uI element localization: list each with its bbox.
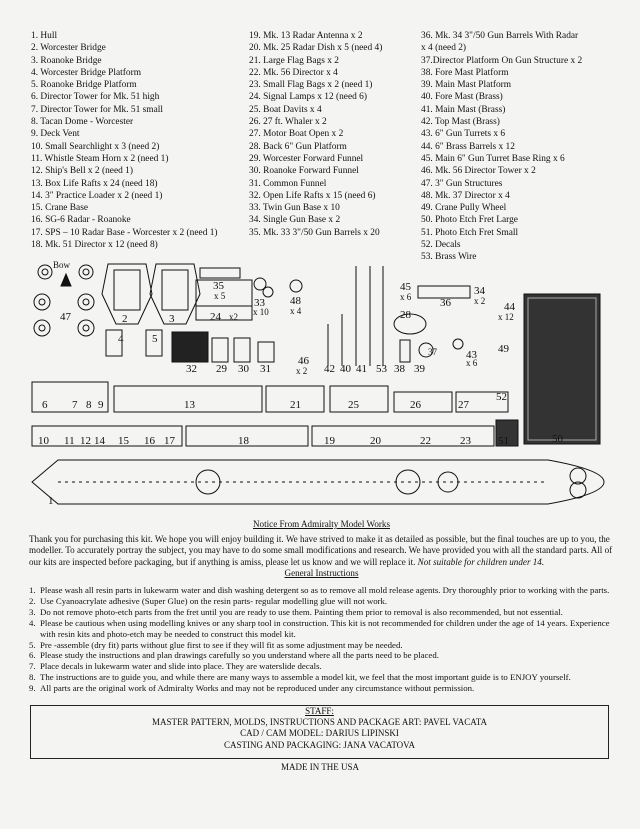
part-list-item: 4. Worcester Bridge Platform [31,67,141,78]
label-35-count: x 5 [214,291,226,301]
label-44-count: x 12 [498,312,514,322]
part-list-item: 46. Mk. 56 Director Tower x 2 [421,166,536,177]
label-24-count: x2 [229,312,238,322]
label-31: 31 [260,363,271,375]
part-list-item: 5. Roanoke Bridge Platform [31,80,137,91]
parts-diagram [28,254,610,516]
label-28: 28 [400,309,411,321]
label-43-count: x 6 [466,358,478,368]
part-list-item: 39. Main Mast Platform [421,80,512,91]
instruction-item [29,650,614,661]
parts-list-column-3 [421,30,633,264]
label-46-count: x 2 [296,366,308,376]
part-list-item: 53. Brass Wire [421,252,477,263]
notice-body-text: Thank you for purchasing this kit. We hope you will enjoy building it. We have strived to make it as detailed as possible, but the final touches are up to you, the modeller. To accurately portray the subject, you may have to do some small modifications and research. We have provided you with all the standard parts. All of our kits are inspected before packaging, but if anything is amiss, please let us know and we will replace it. [29,534,613,567]
label-42: 42 [324,363,335,375]
label-21: 21 [290,399,301,411]
label-11: 11 [64,435,75,447]
notice-body [29,534,614,568]
label-33-count: x 10 [253,307,269,317]
part-list-item: 32. Open Life Rafts x 15 (need 6) [249,190,376,201]
instruction-item [29,607,614,618]
label-47: 47 [60,311,71,323]
part-list-item: 36. Mk. 34 3"/50 Gun Barrels With Radar [421,31,579,41]
brass-masts [296,266,388,376]
label-17: 17 [164,435,175,447]
label-27: 27 [458,399,469,411]
label-34: 34 [474,285,485,297]
part-list-item: 23. Small Flag Bags x 2 (need 1) [249,80,373,91]
instruction-item [29,661,614,672]
label-35: 35 [213,280,224,292]
label-12: 12 [80,435,91,447]
staff-line-2: CAD / CAM MODEL: DARIUS LIPINSKI [240,728,399,739]
instruction-number: 8. [29,672,36,683]
label-32: 32 [186,363,197,375]
part-list-item: 37.Director Platform On Gun Structure x 2 [421,55,583,66]
instruction-text: Please be cautious when using modelling knives or any sharp tool in construction. This kit is not recommended for children under the age of 14 years. Experience with resin kits and photo-etch may be needed to construct this model kit. [40,617,610,639]
bow-parts-group [30,260,154,340]
label-16: 16 [144,435,155,447]
label-45-count: x 6 [400,292,412,302]
part-list-item: 33. Twin Gun Base x 10 [249,203,340,214]
part-list-item: 17. SPS – 10 Radar Base - Worcester x 2 (need 1) [31,227,218,238]
parts-list-column-2 [249,30,419,239]
label-5: 5 [152,333,158,345]
made-in-usa: MADE IN THE USA [280,762,360,772]
part-list-item: 38. Fore Mast Platform [421,67,509,78]
label-40: 40 [340,363,351,375]
part-list-item: 11. Whistle Steam Horn x 2 (need 1) [31,153,169,164]
notice-title: Notice From Admiralty Model Works [252,519,390,529]
label-33: 33 [254,297,265,309]
label-45: 45 [400,281,411,293]
part-list-item: 2. Worcester Bridge [31,43,106,54]
instruction-number: 6. [29,650,36,661]
part-list-item: 45. Main 6" Gun Turret Base Ring x 6 [421,153,565,164]
bow-label: Bow [53,260,71,270]
part-list-item: 30. Roanoke Forward Funnel [249,166,359,177]
part-list-item: 28. Back 6" Gun Platform [249,141,347,152]
label-36: 36 [440,297,451,309]
label-7: 7 [72,399,78,411]
staff-line-3: CASTING AND PACKAGING: JANA VACATOVA [223,739,416,750]
part-list-item: x 4 (need 2) [421,43,467,54]
part-list-item: 21. Large Flag Bags x 2 [249,55,339,66]
bridge-platforms [106,330,162,356]
instruction-text: Place decals in lukewarm water and slide into place. They are waterslide decals. [40,661,322,672]
turret-group [394,281,516,375]
part-list-item: 31. Common Funnel [249,178,327,189]
part-list-item: 48. Mk. 37 Director x 4 [421,190,510,201]
instruction-item [29,585,614,596]
label-20: 20 [370,435,381,447]
part-list-item: 40. Fore Mast (Brass) [421,92,503,103]
part-list-item: 24. Signal Lamps x 12 (need 6) [249,92,367,103]
part-list-item: 51. Photo Etch Fret Small [421,227,519,238]
label-51: 51 [498,435,509,447]
instruction-number: 1. [29,585,36,595]
instructions-title: General Instructions [284,567,359,578]
part-list-item: 44. 6" Brass Barrels x 12 [421,141,515,152]
part-list-item: 41. Main Mast (Brass) [421,104,506,115]
bow-arrow-icon [61,274,71,286]
gun-barrel-sprue [196,268,252,323]
notice-warning: Not suitable for children under 14. [417,556,545,567]
part-list-item: 8. Tacan Dome - Worcester [31,117,134,128]
label-8: 8 [86,399,92,411]
label-25: 25 [348,399,359,411]
staff-title: STAFF: [305,706,334,716]
label-4: 4 [118,333,124,345]
label-52: 52 [496,391,507,403]
part-list-item: 42. Top Mast (Brass) [421,117,500,128]
label-39: 39 [414,363,425,375]
part-list-item: 26. 27 ft. Whaler x 2 [249,117,327,128]
instruction-item [29,596,614,607]
part-list-item: 43. 6" Gun Turrets x 6 [421,129,506,140]
label-48: 48 [290,295,301,307]
part-list-item: 12. Ship's Bell x 2 (need 1) [31,166,133,177]
instruction-item [29,618,614,640]
instruction-number: 3. [29,606,36,617]
part-list-item: 3. Roanoke Bridge [31,55,102,66]
part-list-item: 10. Small Searchlight x 3 (need 2) [31,141,160,152]
funnels-and-rafts [172,332,274,375]
instruction-item [29,672,614,683]
label-38: 38 [394,363,405,375]
instruction-number: 4. [29,617,36,628]
label-22: 22 [420,435,431,447]
notice-section [29,519,614,579]
parts-row-3 [32,420,518,447]
label-29: 29 [216,363,227,375]
label-24: 24 [210,311,221,323]
part-list-item: 52. Decals [421,240,461,251]
part-list-item: 27. Motor Boat Open x 2 [249,129,344,140]
part-list-item: 35. Mk. 33 3"/50 Gun Barrels x 20 [249,227,380,238]
general-instructions [29,585,614,694]
part-list-item: 49. Crane Pully Wheel [421,203,507,214]
part-list-item: 18. Mk. 51 Director x 12 (need 8) [31,240,158,251]
part-list-item: 34. Single Gun Base x 2 [249,215,341,226]
label-19: 19 [324,435,335,447]
instruction-number: 7. [29,661,36,672]
instruction-item [29,683,614,694]
instruction-number: 2. [29,595,36,606]
label-2: 2 [122,313,128,325]
part-list-item: 25. Boat Davits x 4 [249,104,322,115]
part-list-item: 47. 3" Gun Structures [421,178,503,189]
instruction-text: Use Cyanoacrylate adhesive (Super Glue) on the resin parts- regular modelling glue will not work. [40,595,388,606]
hull-deck-plan [32,460,604,507]
label-41: 41 [356,363,367,375]
label-1: 1 [48,495,54,507]
staff-line-1: MASTER PATTERN, MOLDS, INSTRUCTIONS AND PACKAGE ART: PAVEL VACATA [151,717,488,728]
label-53: 53 [376,363,387,375]
label-44: 44 [504,301,515,313]
part-list-item: 14. 3" Practice Loader x 2 (need 1) [31,190,163,201]
staff-box [30,705,609,759]
label-23: 23 [460,435,471,447]
part-list-item: 22. Mk. 56 Director x 4 [249,67,338,78]
instruction-number: 9. [29,683,36,694]
part-list-item: 50. Photo Etch Fret Large [421,215,518,226]
part-list-item: 15. Crane Base [31,203,89,214]
part-list-item: 19. Mk. 13 Radar Antenna x 2 [249,31,363,41]
instruction-text: Please study the instructions and plan drawings carefully so you understand where all the parts need to be placed. [40,650,439,661]
label-6: 6 [42,399,48,411]
parts-list-column-1 [31,30,246,251]
label-50: 50 [552,433,563,445]
part-list-item: 16. SG-6 Radar - Roanoke [31,215,131,226]
label-13: 13 [184,399,195,411]
instruction-text: Do not remove photo-etch parts from the fret until you are ready to use them. Painting them prior to removal is also recommended, but not essential. [40,606,563,617]
instruction-item [29,640,614,651]
part-list-item: 20. Mk. 25 Radar Dish x 5 (need 4) [249,43,383,54]
photo-etch-fret-large [524,294,600,445]
part-list-item: 9. Deck Vent [31,129,80,140]
bridge-parts [102,264,200,325]
label-30: 30 [238,363,249,375]
label-9: 9 [98,399,104,411]
label-48-count: x 4 [290,306,302,316]
part-list-item: 13. Box Life Rafts x 24 (need 18) [31,178,158,189]
part-list-item: 29. Worcester Forward Funnel [249,153,364,164]
part-list-item: 1. Hull [31,31,58,41]
label-43: 43 [466,349,477,361]
label-3: 3 [169,313,175,325]
label-46: 46 [298,355,309,367]
instruction-text: Pre -assemble (dry fit) parts without glue first to see if they will fit as some adjustment may be needed. [40,639,403,650]
instruction-text: Please wash all resin parts in lukewarm water and dish washing detergent so as to remove all mold release agents. Dry thoroughly prior to working with the parts. [40,585,610,595]
parts-row-2 [32,382,508,412]
label-14: 14 [94,435,105,447]
part-list-item: 6. Director Tower for Mk. 51 high [31,92,160,103]
label-10: 10 [38,435,49,447]
label-49: 49 [498,343,509,355]
instruction-text: The instructions are to guide you, and while there are many ways to assemble a model kit, we feel that the most important guide is to ENJOY yourself. [40,672,571,683]
label-34-count: x 2 [474,296,486,306]
label-15: 15 [118,435,129,447]
part-list-item: 7. Director Tower for Mk. 51 small [31,104,163,115]
twin-gun-base-group [253,278,302,317]
label-18: 18 [238,435,249,447]
instruction-text: All parts are the original work of Admiralty Works and may not be reproduced under any circumstance without permission. [40,683,475,694]
instruction-number: 5. [29,639,36,650]
label-37: 37 [428,347,437,357]
label-26: 26 [410,399,421,411]
